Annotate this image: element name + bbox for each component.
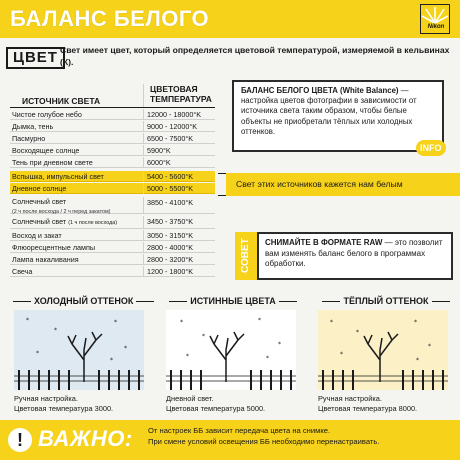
svg-text:*: * — [356, 329, 359, 336]
svg-text:*: * — [36, 350, 39, 357]
svg-text:*: * — [110, 357, 113, 364]
table-row: Свеча 1200 - 1800°K — [10, 266, 215, 277]
color-section-label: ЦВЕТ — [6, 47, 65, 69]
table-header-rule — [10, 107, 215, 108]
table-row: Тень при дневном свете 6000°K — [10, 157, 215, 168]
table-row: Пасмурно 6500 - 7500°K — [10, 133, 215, 144]
svg-text:*: * — [54, 327, 57, 334]
color-intro-text: Свет имеет цвет, который определяется цветовой температурой, измеряемой в кельвинах (К). — [60, 45, 450, 67]
tip-badge: СОВЕТ — [235, 232, 257, 280]
white-balance-text: БАЛАНС БЕЛОГО ЦВЕТА (White Balance) — настройка цветов фотографии в зависимости от источника света таким образом, чтобы белые объекты не приобретали тёплых или холодных оттенков. — [241, 86, 417, 136]
info-badge: INFO — [416, 140, 446, 156]
svg-text:*: * — [124, 345, 127, 352]
svg-text:*: * — [180, 319, 183, 326]
table-row: Восходящее солнце 5900°K — [10, 145, 215, 156]
svg-text:*: * — [414, 319, 417, 326]
scene-title-warm: ТЁПЛЫЙ ОТТЕНОК — [312, 296, 460, 307]
highlight-note: Свет этих источников кажется нам белым — [236, 179, 403, 189]
warning-title: ВАЖНО: — [38, 426, 133, 451]
svg-text:*: * — [428, 343, 431, 350]
svg-text:*: * — [258, 317, 261, 324]
scene-cold-caption: Ручная настройка. Цветовая температура 3000. — [14, 394, 114, 413]
svg-text:*: * — [416, 357, 419, 364]
logo-rays-icon — [421, 5, 449, 25]
scene-warm-illustration — [318, 310, 448, 390]
svg-text:*: * — [330, 319, 333, 326]
table-row-highlighted: Вспышка, импульсный свет 5400 - 5600°K — [10, 171, 215, 182]
svg-text:*: * — [340, 351, 343, 358]
table-header-source: ИСТОЧНИК СВЕТА — [22, 96, 101, 106]
scene-title-true: ИСТИННЫЕ ЦВЕТА — [162, 296, 304, 307]
raw-tip-text: СНИМАЙТЕ В ФОРМАТЕ RAW — это позволит вам изменять баланс белого в программах обработки. — [265, 238, 443, 268]
svg-text:*: * — [26, 317, 29, 324]
svg-text:*: * — [278, 341, 281, 348]
table-row: Флюоресцентные лампы 2800 - 4000°K — [10, 242, 215, 253]
table-header-temp: ЦВЕТОВАЯ ТЕМПЕРАТУРА — [150, 84, 212, 104]
svg-text:*: * — [186, 353, 189, 360]
table-row: Чистое голубое небо 12000 - 18000°K — [10, 109, 215, 120]
table-row-highlighted: Дневное солнце 5000 - 5500°K — [10, 183, 215, 194]
svg-text:*: * — [202, 333, 205, 340]
svg-text:*: * — [114, 319, 117, 326]
scene-true-caption: Дневной свет. Цветовая температура 5000. — [166, 394, 266, 413]
table-row: Восход и закат 3050 - 3150°K — [10, 230, 215, 241]
table-row: Солнечный свет (2 ч после восхода / 2 ч перед закатом) 3850 - 4100°K — [10, 197, 215, 214]
scene-warm-caption: Ручная настройка. Цветовая температура 8000. — [318, 394, 418, 413]
warning-text: От настроек ББ зависит передача цвета на снимке. При смене условий освещения ББ необходимо перенастраивать. — [148, 426, 380, 446]
table-row: Дымка, тень 9000 - 12000°K — [10, 121, 215, 132]
table-row: Лампа накаливания 2800 - 3200°K — [10, 254, 215, 265]
scene-true-illustration — [166, 310, 296, 390]
svg-text:*: * — [266, 355, 269, 362]
logo-text: Nikon — [427, 24, 445, 30]
scene-cold-illustration — [14, 310, 144, 390]
table-header-divider — [143, 84, 144, 108]
table-row: Солнечный свет (1 ч после восхода) 3450 - 3750°K — [10, 216, 215, 229]
page-title: БАЛАНС БЕЛОГО — [10, 6, 210, 31]
scene-title-cold: ХОЛОДНЫЙ ОТТЕНОК — [10, 296, 152, 307]
nikon-logo — [420, 4, 450, 34]
exclamation-icon: ! — [8, 428, 32, 452]
